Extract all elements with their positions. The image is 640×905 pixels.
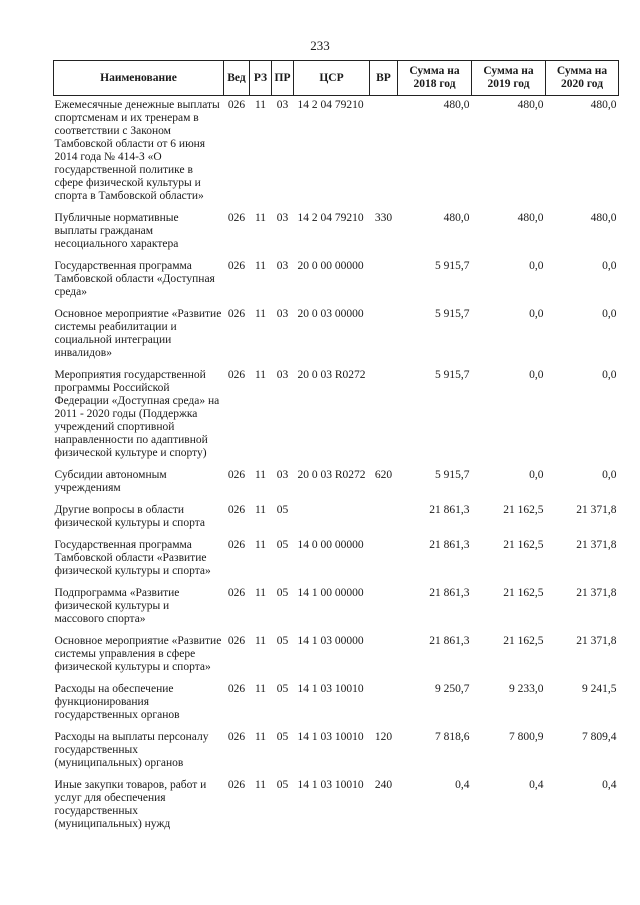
- row-rz: 11: [254, 731, 267, 743]
- header-ved: Вед: [224, 61, 250, 96]
- table-row: [54, 366, 619, 466]
- row-name: Подпрограмма «Развитие физической культуры и массового спорта»: [54, 587, 180, 625]
- row-sum-2020: 9 241,5: [582, 683, 617, 695]
- row-name: Основное мероприятие «Развитие системы управления в сфере физической культуры и спорта»: [54, 635, 222, 673]
- row-sum-2019: 7 800,9: [509, 731, 544, 743]
- row-csr: 14 2 04 79210: [297, 212, 364, 224]
- row-sum-2020: 21 371,8: [576, 587, 617, 599]
- row-sum-2020: 0,0: [602, 469, 617, 481]
- row-name: Расходы на выплаты персоналу государственных (муниципальных) органов: [54, 731, 209, 769]
- row-sum-2018: 21 861,3: [429, 504, 470, 516]
- row-pr: 03: [276, 308, 289, 320]
- row-rz: 11: [254, 212, 267, 224]
- row-sum-2019: 9 233,0: [509, 683, 544, 695]
- budget-table: [53, 60, 619, 837]
- row-sum-2020: 21 371,8: [576, 635, 617, 647]
- row-sum-2018: 21 861,3: [429, 587, 470, 599]
- row-name: Публичные нормативные выплаты гражданам несоциального характера: [54, 212, 179, 250]
- row-name: Другие вопросы в области физической культуры и спорта: [54, 504, 205, 529]
- row-sum-2018: 480,0: [443, 212, 470, 224]
- row-sum-2020: 0,0: [602, 369, 617, 381]
- row-rz: 11: [254, 99, 267, 111]
- row-name: Мероприятия государственной программы Российской Федерации «Доступная среда» на 2011 - 2020 годы (Поддержка учреждений спортивной направленности по адаптивной физической культуре и спорту): [54, 369, 220, 459]
- row-vr: [370, 536, 398, 584]
- row-rz: 11: [254, 683, 267, 695]
- row-ved: 026: [227, 587, 246, 599]
- table-row: [54, 536, 619, 584]
- table-row: [54, 584, 619, 632]
- row-sum-2018: 9 250,7: [435, 683, 470, 695]
- row-vr: [370, 584, 398, 632]
- row-sum-2018: 5 915,7: [435, 308, 470, 320]
- row-sum-2018: 5 915,7: [435, 260, 470, 272]
- row-sum-2019: 480,0: [517, 212, 544, 224]
- row-rz: 11: [254, 587, 267, 599]
- header-vr: ВР: [370, 61, 398, 96]
- row-sum-2019: 21 162,5: [503, 539, 544, 551]
- row-sum-2019: 0,0: [529, 369, 544, 381]
- header-pr: ПР: [272, 61, 294, 96]
- row-name: Иные закупки товаров, работ и услуг для обеспечения государственных (муниципальных) нужд: [54, 779, 207, 830]
- row-sum-2019: 480,0: [517, 99, 544, 111]
- row-ved: 026: [227, 731, 246, 743]
- row-rz: 11: [254, 469, 267, 481]
- row-pr: 05: [276, 587, 289, 599]
- row-ved: 026: [227, 308, 246, 320]
- table-row: [54, 305, 619, 366]
- row-csr: 14 0 00 00000: [297, 539, 364, 551]
- row-sum-2018: 21 861,3: [429, 635, 470, 647]
- row-sum-2018: 21 861,3: [429, 539, 470, 551]
- row-vr: 620: [374, 469, 393, 481]
- row-pr: 05: [276, 504, 289, 516]
- row-sum-2020: 0,0: [602, 308, 617, 320]
- row-ved: 026: [227, 504, 246, 516]
- table-row: [54, 776, 619, 837]
- row-sum-2020: 480,0: [590, 99, 617, 111]
- table-row: [54, 257, 619, 305]
- row-csr: 14 2 04 79210: [297, 99, 364, 111]
- row-sum-2020: 0,0: [602, 260, 617, 272]
- row-pr: 03: [276, 469, 289, 481]
- table-row: [54, 680, 619, 728]
- row-vr: [370, 257, 398, 305]
- table-row: [54, 728, 619, 776]
- row-pr: 03: [276, 99, 289, 111]
- row-sum-2019: 0,0: [529, 469, 544, 481]
- row-sum-2020: 0,4: [602, 779, 617, 791]
- table-header-row: [54, 61, 619, 96]
- row-pr: 05: [276, 731, 289, 743]
- row-pr: 03: [276, 260, 289, 272]
- row-ved: 026: [227, 369, 246, 381]
- row-sum-2019: 21 162,5: [503, 504, 544, 516]
- row-name: Основное мероприятие «Развитие системы реабилитации и социальной интеграции инвалидов»: [54, 308, 222, 359]
- row-sum-2018: 7 818,6: [435, 731, 470, 743]
- row-sum-2020: 7 809,4: [582, 731, 617, 743]
- row-sum-2019: 21 162,5: [503, 587, 544, 599]
- row-vr: 330: [374, 212, 393, 224]
- table-row: [54, 209, 619, 257]
- row-vr: 240: [374, 779, 393, 791]
- row-csr: 14 1 03 10010: [297, 683, 364, 695]
- row-sum-2018: 5 915,7: [435, 469, 470, 481]
- row-rz: 11: [254, 539, 267, 551]
- row-csr: 20 0 03 R0272: [297, 469, 366, 481]
- row-name: Расходы на обеспечение функционирования государственных органов: [54, 683, 180, 721]
- row-ved: 026: [227, 469, 246, 481]
- row-vr: [370, 632, 398, 680]
- row-csr: [294, 501, 370, 536]
- row-ved: 026: [227, 260, 246, 272]
- row-sum-2018: 5 915,7: [435, 369, 470, 381]
- table-row: [54, 501, 619, 536]
- row-pr: 05: [276, 635, 289, 647]
- header-sum-2020: Сумма на 2020 год: [546, 61, 619, 96]
- table-row: [54, 632, 619, 680]
- row-rz: 11: [254, 504, 267, 516]
- header-sum-2019: Сумма на 2019 год: [472, 61, 546, 96]
- row-pr: 05: [276, 539, 289, 551]
- row-rz: 11: [254, 369, 267, 381]
- row-sum-2020: 21 371,8: [576, 539, 617, 551]
- row-ved: 026: [227, 779, 246, 791]
- row-sum-2019: 0,0: [529, 260, 544, 272]
- row-vr: [370, 501, 398, 536]
- row-csr: 20 0 03 R0272: [297, 369, 366, 381]
- row-rz: 11: [254, 635, 267, 647]
- row-ved: 026: [227, 99, 246, 111]
- row-vr: [370, 680, 398, 728]
- row-sum-2020: 21 371,8: [576, 504, 617, 516]
- row-csr: 14 1 03 10010: [297, 779, 364, 791]
- row-ved: 026: [227, 212, 246, 224]
- row-sum-2019: 21 162,5: [503, 635, 544, 647]
- row-vr: [370, 366, 398, 466]
- page-number: 233: [310, 38, 330, 53]
- row-name: Ежемесячные денежные выплаты спортсменам и их тренерам в соответствии с Законом Тамбовской области от 6 июня 2014 года № 414-З «О государственной политике в сфере физической культуры и спорта в Тамбовской области»: [54, 99, 220, 202]
- row-sum-2019: 0,4: [529, 779, 544, 791]
- row-rz: 11: [254, 260, 267, 272]
- table-row: [54, 466, 619, 501]
- row-sum-2019: 0,0: [529, 308, 544, 320]
- row-pr: 05: [276, 779, 289, 791]
- row-name: Государственная программа Тамбовской области «Развитие физической культуры и спорта»: [54, 539, 211, 577]
- row-csr: 14 1 03 10010: [297, 731, 364, 743]
- row-csr: 20 0 03 00000: [297, 308, 364, 320]
- table-row: [54, 96, 619, 210]
- row-pr: 03: [276, 369, 289, 381]
- row-pr: 05: [276, 683, 289, 695]
- header-name: Наименование: [54, 61, 224, 96]
- row-vr: 120: [374, 731, 393, 743]
- row-vr: [370, 305, 398, 366]
- row-sum-2020: 480,0: [590, 212, 617, 224]
- row-csr: 14 1 03 00000: [297, 635, 364, 647]
- row-vr: [370, 96, 398, 210]
- row-rz: 11: [254, 779, 267, 791]
- row-name: Субсидии автономным учреждениям: [54, 469, 167, 494]
- row-ved: 026: [227, 539, 246, 551]
- header-rz: РЗ: [250, 61, 272, 96]
- row-ved: 026: [227, 683, 246, 695]
- row-sum-2018: 480,0: [443, 99, 470, 111]
- row-pr: 03: [276, 212, 289, 224]
- row-name: Государственная программа Тамбовской области «Доступная среда»: [54, 260, 215, 298]
- row-csr: 14 1 00 00000: [297, 587, 364, 599]
- header-csr: ЦСР: [294, 61, 370, 96]
- header-sum-2018: Сумма на 2018 год: [398, 61, 472, 96]
- row-sum-2018: 0,4: [455, 779, 470, 791]
- row-csr: 20 0 00 00000: [297, 260, 364, 272]
- row-ved: 026: [227, 635, 246, 647]
- row-rz: 11: [254, 308, 267, 320]
